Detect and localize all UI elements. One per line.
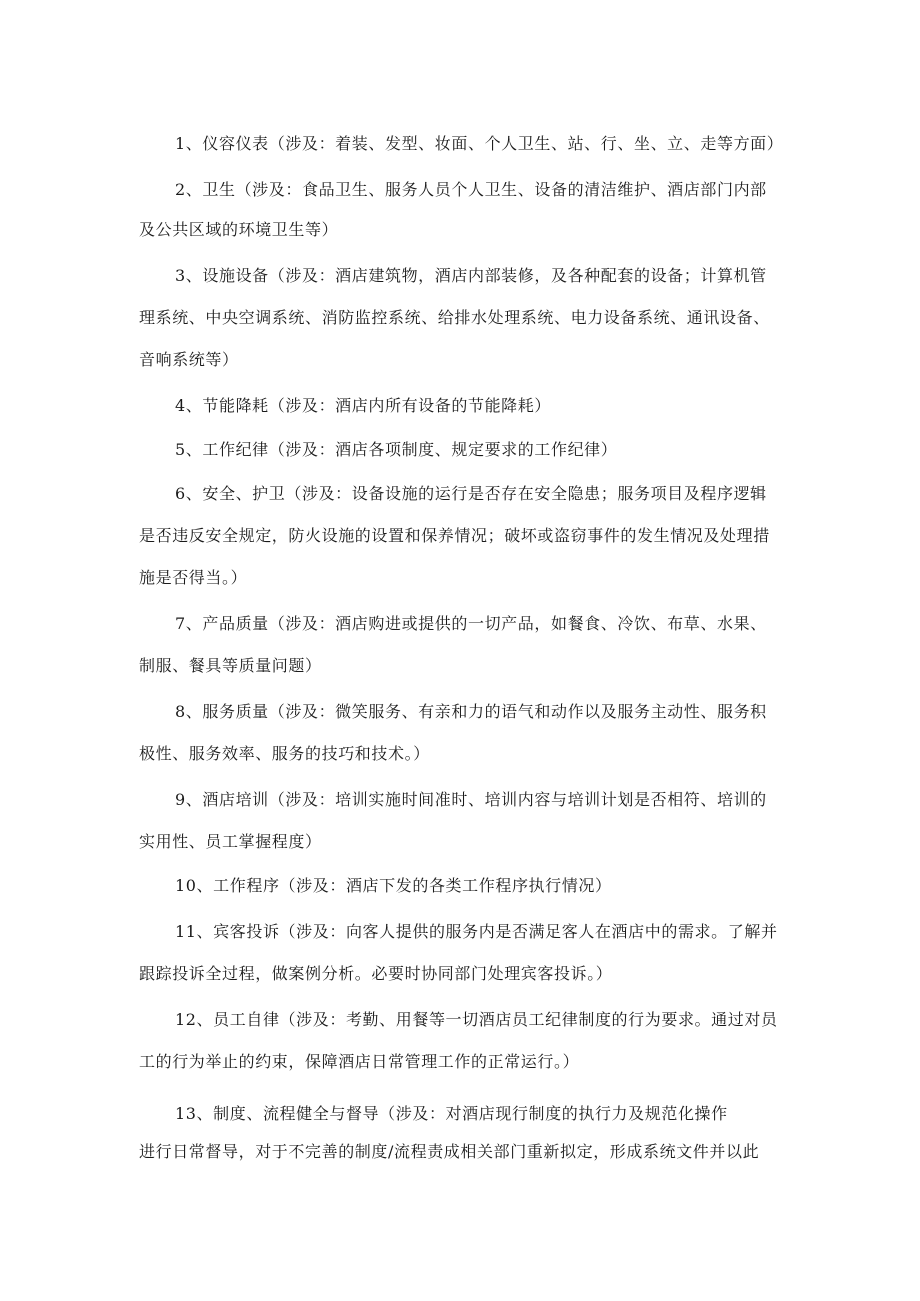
item-2-line-1: 2、卫生（涉及：食品卫生、服务人员个人卫生、设备的清洁维护、酒店部门内部 [175,180,767,199]
item-1-line-1: 1、仪容仪表（涉及：着装、发型、妆面、个人卫生、站、行、坐、立、走等方面） [175,134,784,153]
item-3-line-2: 理系统、中央空调系统、消防监控系统、给排水处理系统、电力设备系统、通讯设备、 [139,308,770,327]
item-6-line-2: 是否违反安全规定，防火设施的设置和保养情况；破坏或盗窃事件的发生情况及处理措 [139,526,770,545]
item-3-line-3: 音响系统等） [139,350,239,369]
item-11-line-2: 跟踪投诉全过程，做案例分析。必要时协同部门处理宾客投诉。） [139,964,613,983]
item-10-line-1: 10、工作程序（涉及：酒店下发的各类工作程序执行情况） [175,876,612,895]
item-6-line-1: 6、安全、护卫（涉及：设备设施的运行是否存在安全隐患；服务项目及程序逻辑 [175,484,767,503]
item-13-line-2: 进行日常督导，对于不完善的制度/流程责成相关部门重新拟定，形成系统文件并以此 [139,1142,760,1161]
item-3-line-1: 3、设施设备（涉及：酒店建筑物，酒店内部装修，及各种配套的设备；计算机管 [175,266,767,285]
item-13-line-1: 13、制度、流程健全与督导（涉及：对酒店现行制度的执行力及规范化操作 [175,1104,728,1123]
item-4-line-1: 4、节能降耗（涉及：酒店内所有设备的节能降耗） [175,396,551,415]
item-8-line-2: 极性、服务效率、服务的技巧和技术。） [139,744,430,763]
item-2-line-2: 及公共区域的环境卫生等） [139,220,339,239]
item-12-line-1: 12、员工自律（涉及：考勤、用餐等一切酒店员工纪律制度的行为要求。通过对员 [175,1010,778,1029]
item-12-line-2: 工的行为举止的约束，保障酒店日常管理工作的正常运行。） [139,1052,580,1071]
item-7-line-1: 7、产品质量（涉及：酒店购进或提供的一切产品，如餐食、冷饮、布草、水果、 [175,614,767,633]
item-6-line-3: 施是否得当。） [139,568,248,587]
item-8-line-1: 8、服务质量（涉及：微笑服务、有亲和力的语气和动作以及服务主动性、服务积 [175,702,767,721]
item-9-line-1: 9、酒店培训（涉及：培训实施时间准时、培训内容与培训计划是否相符、培训的 [175,790,767,809]
item-11-line-1: 11、宾客投诉（涉及：向客人提供的服务内是否满足客人在酒店中的需求。了解并 [175,922,778,941]
item-5-line-1: 5、工作纪律（涉及：酒店各项制度、规定要求的工作纪律） [175,440,618,459]
item-9-line-2: 实用性、员工掌握程度） [139,832,322,851]
item-7-line-2: 制服、餐具等质量问题） [139,656,322,675]
